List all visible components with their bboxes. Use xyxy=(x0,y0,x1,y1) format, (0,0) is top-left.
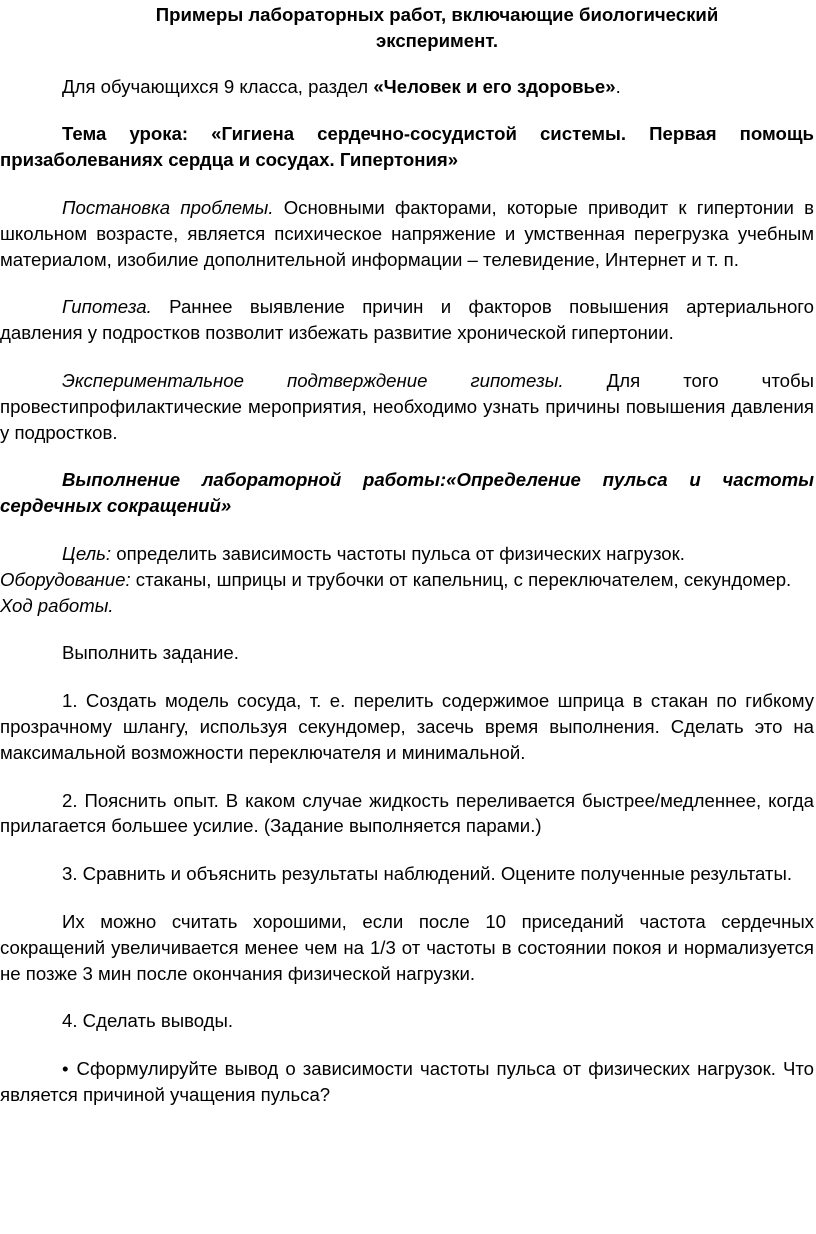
equipment-label: Оборудование: xyxy=(0,568,131,590)
goal-label: Цель: xyxy=(62,542,112,564)
hypothesis-text: Раннее выявление причин и факторов повышения артериального давления у подростков позволит избежать развитие хронической гипертонии. xyxy=(0,296,814,344)
audience-prefix: Для обучающихся 9 класса, раздел xyxy=(62,75,374,97)
lesson-topic: Тема урока: «Гигиена сердечно-сосудистой системы. Первая помощь призаболеваниях сердца и сосудах. Гипертония» xyxy=(0,123,814,171)
equipment-text: стаканы, шприцы и трубочки от капельниц, с переключателем, секундомер. xyxy=(130,568,792,590)
document-title: Примеры лабораторных работ, включающие биологический эксперимент. xyxy=(155,4,719,51)
problem-paragraph xyxy=(0,195,814,272)
step-2: 2. Пояснить опыт. В каком случае жидкость переливается быстрее/медленнее, когда прилагается большее усилие. (Задание выполняется парами.) xyxy=(0,789,814,837)
confirmation-paragraph xyxy=(0,368,814,445)
problem-label: Постановка проблемы. xyxy=(62,196,274,218)
bullet-item xyxy=(0,1056,814,1108)
confirmation-label: Экспериментальное подтверждение гипотезы. xyxy=(62,369,564,391)
hypothesis-paragraph xyxy=(0,294,814,346)
evaluation-criteria: Их можно считать хорошими, если после 10 приседаний частота сердечных сокращений увеличивается менее чем на 1/3 от частоты в состоянии покоя и нормализуется не позже 3 мин после окончания физической нагрузки. xyxy=(0,910,814,984)
task-intro: Выполнить задание. xyxy=(62,642,239,664)
confirmation-text: Для того чтобы провестипрофилактические мероприятия, необходимо узнать причины повышения давления у подростков. xyxy=(0,369,814,443)
audience-section: «Человек и его здоровье» xyxy=(373,75,616,97)
step-4: 4. Сделать выводы. xyxy=(62,1010,234,1032)
goal-paragraph xyxy=(0,541,814,567)
bullet-text: Сформулируйте вывод о зависимости частоты пульса от физических нагрузок. Что является причиной учащения пульса? xyxy=(0,1058,814,1105)
step-1: 1. Создать модель сосуда, т. е. перелить содержимое шприца в стакан по гибкому прозрачному шлангу, используя секундомер, засечь время выполнения. Сделать это на максимальной возможности переключателя и минимальной. xyxy=(0,690,814,763)
hypothesis-label: Гипотеза. xyxy=(62,296,152,318)
bullet-icon: • xyxy=(62,1058,69,1080)
audience-suffix: . xyxy=(615,75,621,97)
goal-text: определить зависимость частоты пульса от физических нагрузок. xyxy=(111,542,685,564)
step-3: 3. Сравнить и объяснить результаты наблюдений. Оцените полученные результаты. xyxy=(62,863,792,885)
equipment-paragraph xyxy=(0,567,814,593)
audience-line xyxy=(0,74,814,100)
lab-title: Выполнение лабораторной работы:«Определение пульса и частоты сердечных сокращений» xyxy=(0,469,814,517)
problem-text: Основными факторами, которые приводит к гипертонии в школьном возрасте, является психическое напряжение и умственная перегрузка учебным материалом, изобилие дополнительной информации – телевидение, Интернет и т. п. xyxy=(0,196,814,270)
procedure-label: Ход работы. xyxy=(0,594,114,616)
